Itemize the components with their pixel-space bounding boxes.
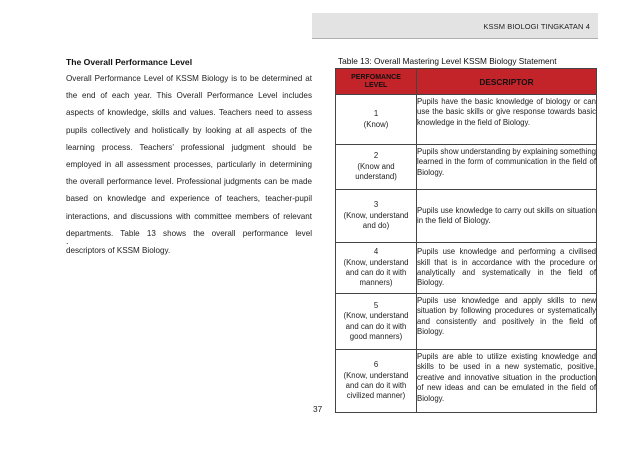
running-header (312, 13, 598, 38)
level-label: understand) (355, 172, 397, 182)
section-title: The Overall Performance Level (66, 57, 193, 67)
level-number: 4 (373, 247, 379, 257)
descriptor-cell: Pupils use knowledge and performing a civilised skill that is in accordance with the procedure or analytically and systematically in the field of Biology. (417, 243, 597, 294)
performance-level-table (335, 68, 597, 413)
header-level-line1: PERFOMANCE (351, 73, 401, 81)
level-number: 3 (373, 200, 379, 210)
level-label: (Know, understand (343, 257, 409, 267)
level-label: (Know and (357, 161, 395, 171)
level-cell (336, 95, 417, 145)
header-descriptor: DESCRIPTOR (417, 69, 597, 95)
level-label: good manners) (349, 331, 403, 341)
table-row (336, 294, 597, 350)
level-cell (336, 145, 417, 190)
header-performance-level (336, 69, 417, 95)
level-number: 1 (373, 109, 379, 119)
level-cell (336, 190, 417, 243)
table-row (336, 190, 597, 243)
level-label: (Know, understand (343, 370, 409, 380)
table-row (336, 350, 597, 413)
level-label: (Know) (363, 119, 389, 129)
level-number: 6 (373, 360, 379, 370)
level-number: 2 (373, 151, 379, 161)
table-row (336, 243, 597, 294)
header-level-line2: LEVEL (364, 81, 388, 89)
table-header-row (336, 69, 597, 95)
descriptor-cell: Pupils are able to utilize existing knowledge and skills to be used in a new systematic, positive, creative and innovative situation in the production of new ideas and can be emulated in the field of Biology. (417, 350, 597, 413)
level-cell (336, 243, 417, 294)
level-label: civilized manner) (346, 391, 406, 401)
descriptor-cell: Pupils have the basic knowledge of biology or can use the basic skills or give response towards basic knowledge in the field of Biology. (417, 95, 597, 145)
level-label: and can do it with (345, 321, 407, 331)
level-label: and can do it with (345, 268, 407, 277)
level-cell (336, 350, 417, 413)
body-paragraph: Overall Performance Level of KSSM Biology is to be determined at the end of each year. This Overall Performance Level includes aspects of knowledge, skills and values. Teachers need to assess pupils collectively and holistically by looking at all aspects of the learning process. Teachers’ professional judgment should be employed in all assessment processes, particularly in determining the overall performance level. Professional judgments can be made based on knowledge and experience of teachers, teacher-pupil interactions, and discussions with committee members of relevant departments. Table 13 shows the overall performance level descriptors of KSSM Biology. (66, 74, 312, 256)
descriptor-cell: Pupils use knowledge to carry out skills on situation in the field of Biology. (417, 190, 597, 243)
header-divider (312, 38, 598, 39)
descriptor-cell: Pupils use knowledge and apply skills to new situation by following procedures or systematically and consistently and positively in the field of Biology. (417, 294, 597, 350)
table-caption: Table 13: Overall Mastering Level KSSM Biology Statement (338, 56, 557, 66)
level-label: and do) (362, 221, 390, 231)
level-label: (Know, understand (343, 210, 409, 220)
running-header-text: KSSM BIOLOGI TINGKATAN 4 (483, 22, 590, 31)
table-row (336, 145, 597, 190)
page-number: 37 (313, 404, 323, 414)
table-row (336, 95, 597, 145)
level-label: (Know, understand (343, 311, 409, 321)
level-label: manners) (359, 278, 393, 288)
level-cell (336, 294, 417, 350)
stray-mark: . (66, 236, 69, 246)
level-label: and can do it with (345, 381, 407, 390)
level-number: 5 (373, 300, 379, 310)
descriptor-cell: Pupils show understanding by explaining something learned in the form of communication in the field of Biology. (417, 145, 597, 190)
